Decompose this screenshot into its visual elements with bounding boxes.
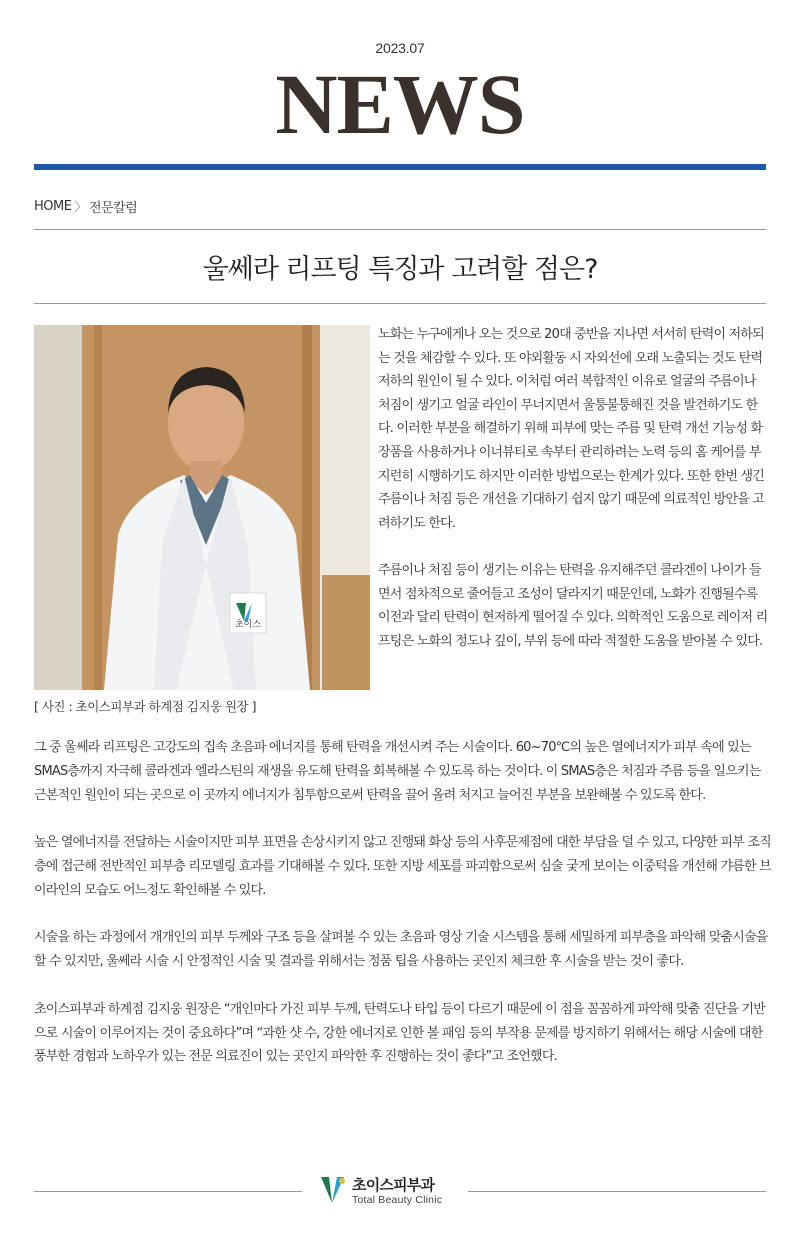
footer-divider-left [34, 1191, 302, 1192]
photo-badge: 초이스 [234, 620, 262, 630]
article-body [34, 736, 774, 1093]
intro-paragraph: 주름이나 처짐 등이 생기는 이유는 탄력을 유지해주던 콜라겐이 나이가 들면서 점차적으로 줄어들고 조성이 달라지기 때문인데, 노화가 진행될수록 이전과 달리 탄력이 현저하게 떨어질 수 있다. 의학적인 도움으로 레이저 리프팅은 노화의 정도나 깊이, 부위 등에 따라 적절한 도움을 받아볼 수 있다. [378, 562, 768, 649]
breadcrumb [34, 197, 137, 216]
body-paragraph: 시술을 하는 과정에서 개개인의 피부 두께와 구조 등을 살펴볼 수 있는 초음파 영상 기술 시스템을 통해 세밀하게 피부층을 파악해 맞춤시술을 할 수 있지만, 울쎄라 시술 시 안정적인 시술 및 결과를 위해서는 정품 팁을 사용하는 곳인지 체크한 후 시술을 받는 것이 좋다. [34, 930, 768, 970]
breadcrumb-current[interactable]: 전문칼럼 [88, 201, 138, 216]
header-divider [34, 164, 766, 170]
title-bottom-divider [34, 303, 766, 304]
issue-date: 2023.07 [375, 40, 425, 56]
news-masthead: NEWS [275, 56, 525, 152]
footer-divider-right [468, 1191, 766, 1192]
chevron-right-icon: 〉 [74, 200, 86, 214]
breadcrumb-home-link[interactable]: HOME [34, 199, 72, 214]
body-paragraph: 초이스피부과 하계점 김지웅 원장은 “개인마다 가진 피부 두께, 탄력도나 타입 등이 다르기 때문에 이 점을 꼼꼼하게 파악해 맞춤 진단을 기반으로 시술이 이루어지는 것이 중요하다”며 “과한 샷 수, 강한 에너지로 인한 볼 패임 등의 부작용 문제를 방지하기 위해서는 해당 시술에 대한 풍부한 경험과 노하우가 있는 전문 의료진이 있는 곳인지 파악한 후 진행하는 것이 좋다”고 조언했다. [34, 1001, 766, 1065]
clinic-logo-name: 초이스피부과 [352, 1175, 435, 1194]
body-paragraph: 높은 열에너지를 전달하는 시술이지만 피부 표면을 손상시키지 않고 진행돼 화상 등의 사후문제점에 대한 부담을 덜 수 있고, 다양한 피부 조직층에 접근해 전반적인 피부층 리모델링 효과를 기대해볼 수 있다. 또한 지방 세포를 파괴함으로써 심술 궂게 보이는 이중턱을 개선해 갸름한 브이라인의 모습도 어느정도 확인해볼 수 있다. [34, 835, 771, 898]
intro-text-column [378, 323, 770, 653]
clinic-logo-tagline: Total Beauty Clinic [352, 1193, 443, 1206]
title-top-divider [34, 229, 766, 230]
doctor-photo [34, 325, 370, 690]
article-title: 울쎄라 리프팅 특징과 고려할 점은? [202, 254, 598, 285]
clinic-logo [318, 1170, 464, 1212]
clinic-logo-icon [318, 1173, 348, 1209]
photo-caption: [ 사진 : 초이스피부과 하계점 김지웅 원장 ] [34, 699, 256, 714]
intro-paragraph: 노화는 누구에게나 오는 것으로 20대 중반을 지나면 서서히 탄력이 저하되는 것을 체감할 수 있다. 또 야외활동 시 자외선에 오래 노출되는 것도 탄력 저하의 원인이 될 수 있다. 이처럼 여러 복합적인 이유로 얼굴의 주름이나 처짐이 생기고 얼굴 라인이 무너지면서 울퉁불퉁해진 것을 발견하기도 한다. 이러한 부분을 해결하기 위해 피부에 맞는 주름 및 탄력 개선 기능성 화장품을 사용하거나 이너뷰티로 속부터 관리하려는 노력 등의 홈 케어를 부지런히 시행하기도 하지만 이러한 방법으로는 한계가 있다. 또한 한번 생긴 주름이나 처짐 등은 개선을 기대하기 쉽지 않기 때문에 의료적인 방안을 고려하기도 한다. [378, 327, 765, 531]
body-paragraph: 그 중 울쎄라 리프팅은 고강도의 집속 초음파 에너지를 통해 탄력을 개선시켜 주는 시술이다. 60~70℃의 높은 열에너지가 피부 속에 있는 SMAS층까지 자극해 콜라겐과 엘라스틴의 재생을 유도해 탄력을 회복해볼 수 있도록 하는 것이다. 이 SMAS층은 처짐과 주름 등을 일으키는 근본적인 원인이 되는 곳으로 이 곳까지 에너지가 침투함으로써 탄력을 끌어 올려 처지고 늘어진 부분을 보완해볼 수 있도록 한다. [34, 740, 761, 803]
